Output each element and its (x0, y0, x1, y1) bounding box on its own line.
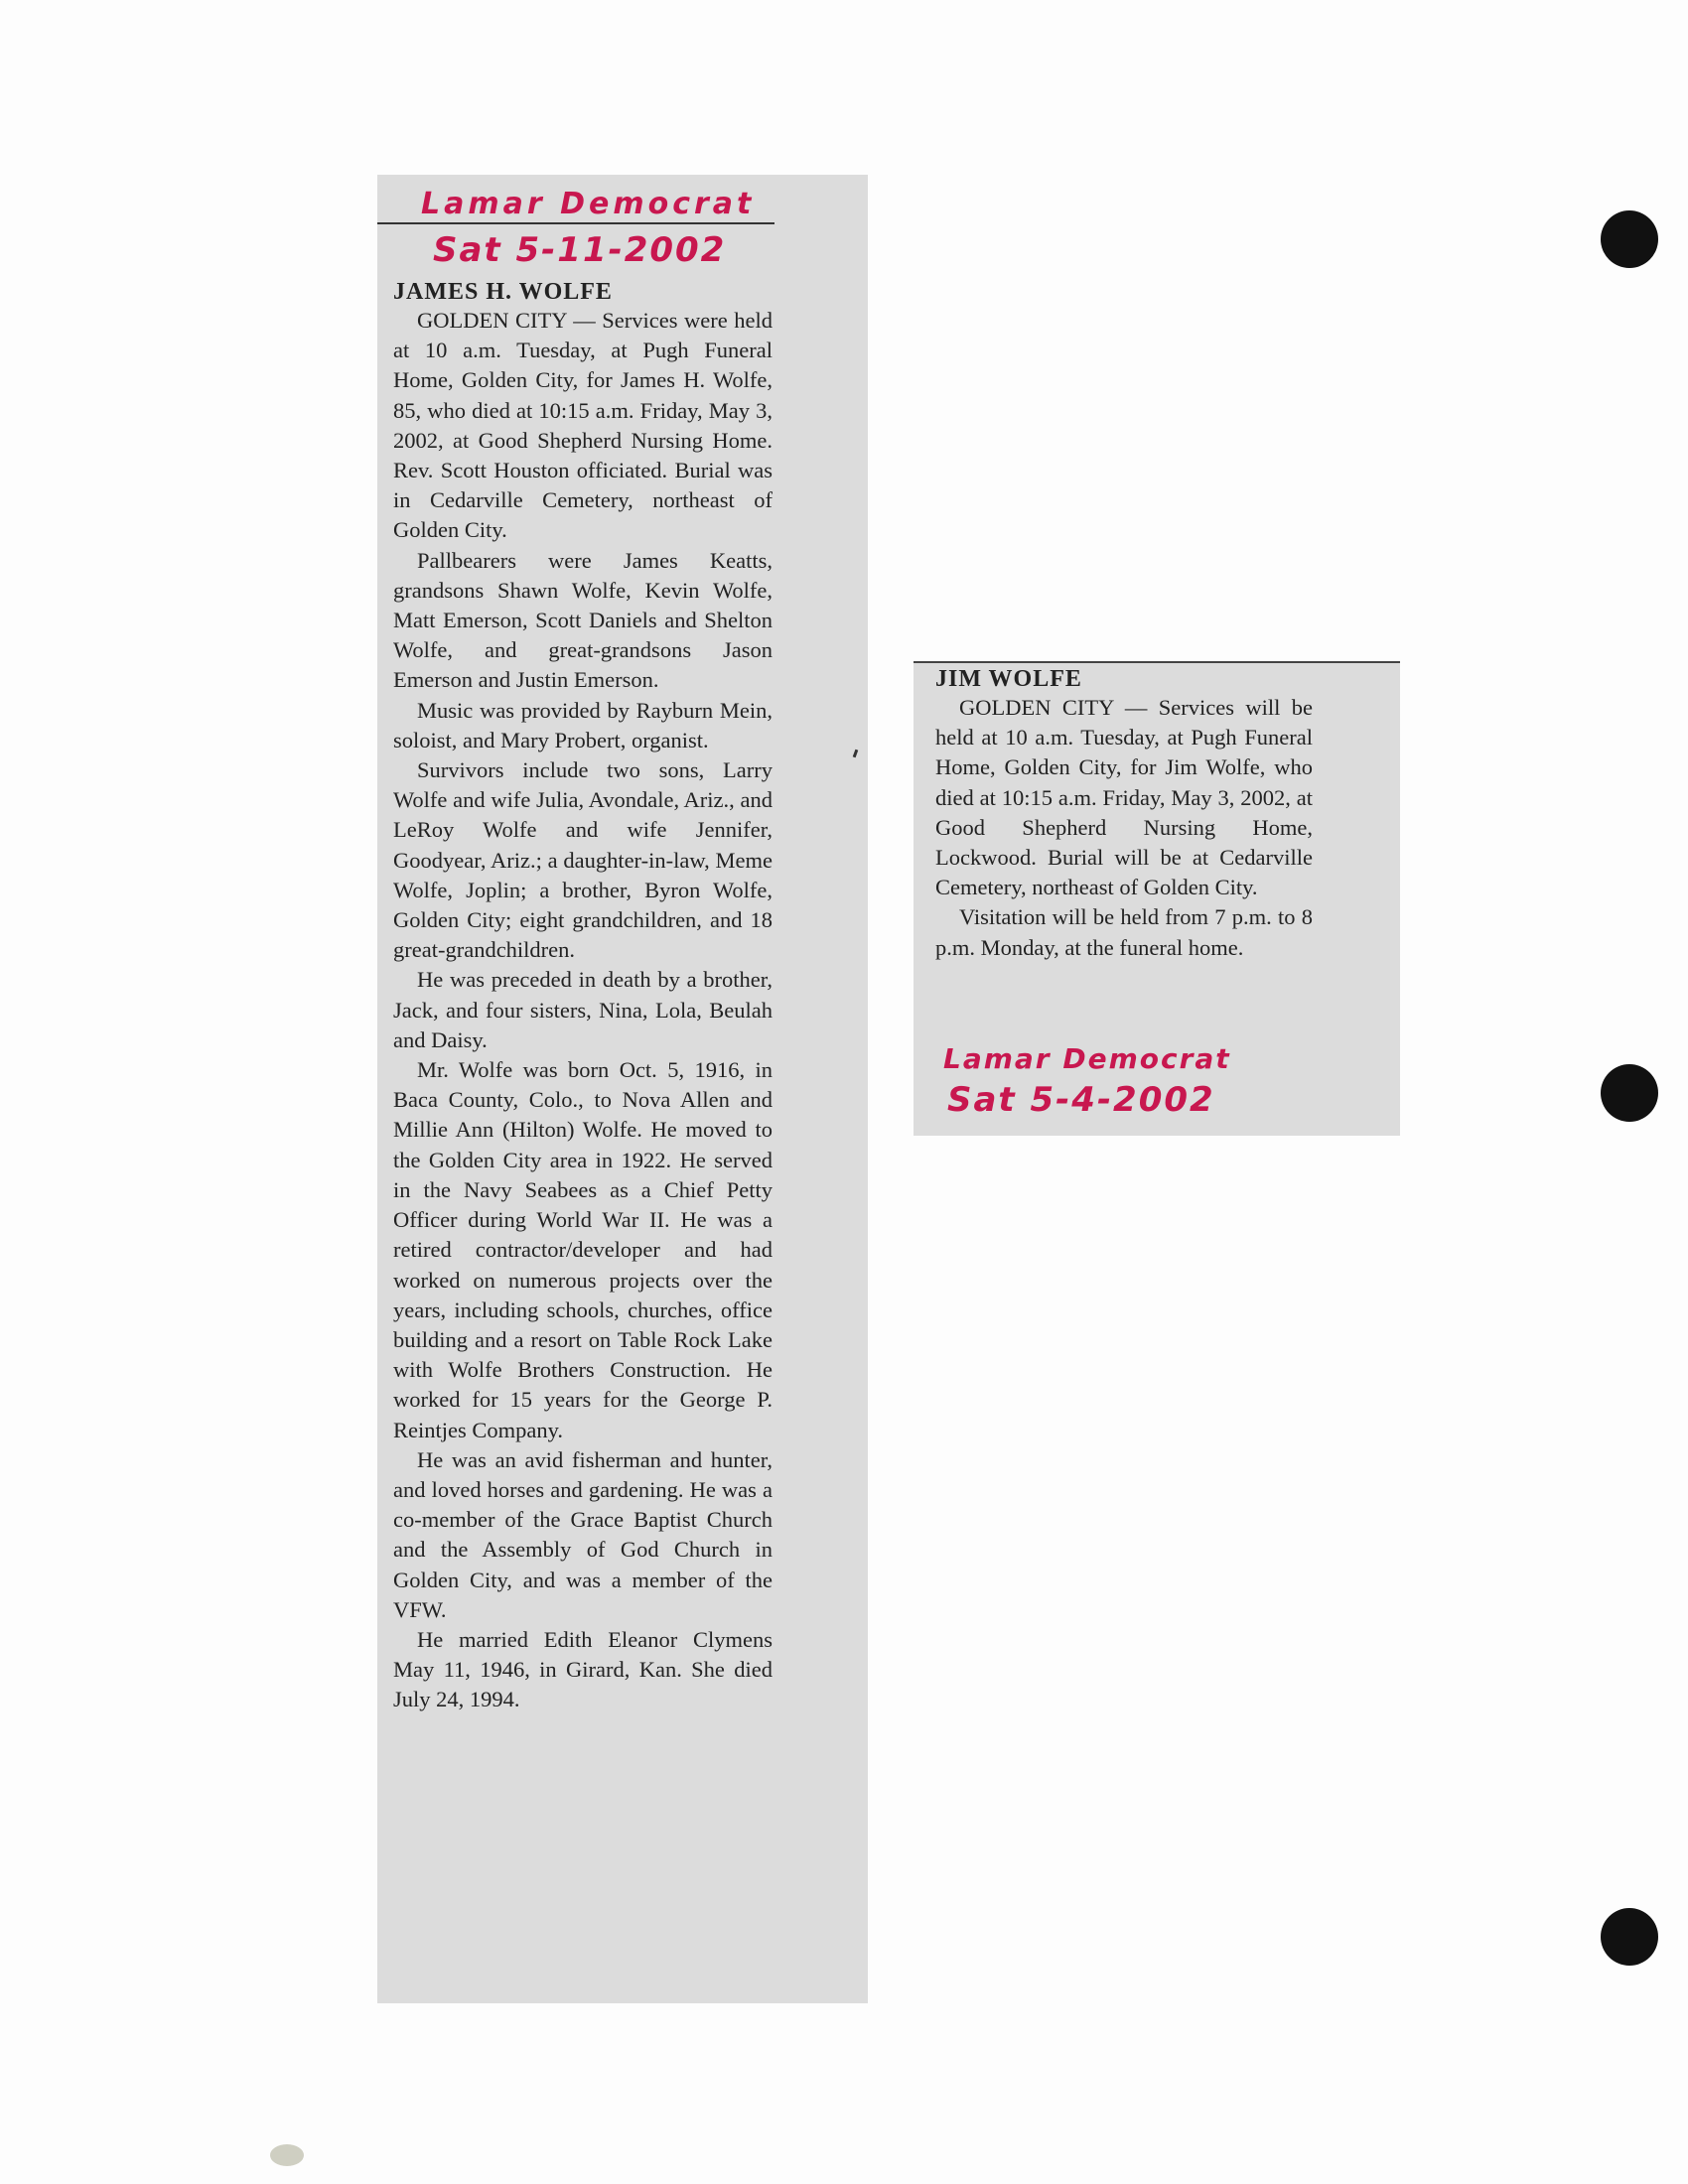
clipping-top-rule (377, 222, 774, 224)
obituary-clipping-james-h-wolfe (377, 175, 868, 2003)
handwritten-date: Sat 5-4-2002 (947, 1080, 1215, 1120)
obituary-body (935, 693, 1313, 963)
obituary-paragraph: Visitation will be held from 7 p.m. to 8 p.m. Monday, at the funeral home. (935, 904, 1313, 960)
obituary-headline: JAMES H. WOLFE (393, 279, 613, 305)
obituary-paragraph: Mr. Wolfe was born Oct. 5, 1916, in Baca County, Colo., to Nova Allen and Millie Ann (Hilton) Wolfe. He moved to the Golden City area in 1922. He served in the Navy Seabees as a Chief Petty Officer during World War II. He was a retired contractor/developer and had worked on numerous projects over the years, including schools, churches, office building and a resort on Table Rock Lake with Wolfe Brothers Construction. He worked for 15 years for the George P. Reintjes Company. (393, 1057, 773, 1442)
handwritten-newspaper-name: Lamar Democrat (943, 1042, 1231, 1075)
handwritten-date: Sat 5-11-2002 (433, 230, 727, 270)
binder-hole (1601, 210, 1658, 268)
obituary-paragraph: GOLDEN CITY — Services will be held at 10 a.m. Tuesday, at Pugh Funeral Home, Golden City, for Jim Wolfe, who died at 10:15 a.m. Friday, May 3, 2002, at Good Shepherd Nursing Home, Lockwood. Burial will be at Cedarville Cemetery, northeast of Golden City. (935, 695, 1313, 900)
binder-hole (1601, 1908, 1658, 1966)
binder-hole (1601, 1064, 1658, 1122)
obituary-paragraph: Pallbearers were James Keatts, grandsons Shawn Wolfe, Kevin Wolfe, Matt Emerson, Scott Daniels and Shelton Wolfe, and great-grandsons Jason Emerson and Justin Emerson. (393, 547, 773, 693)
obituary-paragraph: Survivors include two sons, Larry Wolfe and wife Julia, Avondale, Ariz., and LeRoy Wolfe and wife Jennifer, Goodyear, Ariz.; a daughter-in-law, Meme Wolfe, Joplin; a brother, Byron Wolfe, Golden City; eight grandchildren, and 18 great-grandchildren. (393, 757, 773, 963)
obituary-paragraph: He was an avid fisherman and hunter, and loved horses and gardening. He was a co-member of the Grace Baptist Church and the Assembly of God Church in Golden City, and was a member of the VFW. (393, 1446, 773, 1622)
obituary-paragraph: GOLDEN CITY — Services were held at 10 a.m. Tuesday, at Pugh Funeral Home, Golden City, for James H. Wolfe, 85, who died at 10:15 a.m. Friday, May 3, 2002, at Good Shepherd Nursing Home. Rev. Scott Houston officiated. Burial was in Cedarville Cemetery, northeast of Golden City. (393, 308, 773, 543)
handwritten-newspaper-name: Lamar Democrat (421, 187, 756, 221)
obituary-clipping-jim-wolfe (914, 661, 1400, 1136)
obituary-body (393, 306, 773, 1715)
obituary-paragraph: Music was provided by Rayburn Mein, soloist, and Mary Probert, organist. (393, 697, 773, 752)
obituary-paragraph: He was preceded in death by a brother, Jack, and four sisters, Nina, Lola, Beulah and Daisy. (393, 967, 773, 1052)
obituary-paragraph: He married Edith Eleanor Clymens May 11, 1946, in Girard, Kan. She died July 24, 1994. (393, 1626, 773, 1712)
obituary-headline: JIM WOLFE (935, 666, 1082, 692)
paper-scuff (270, 2144, 304, 2166)
